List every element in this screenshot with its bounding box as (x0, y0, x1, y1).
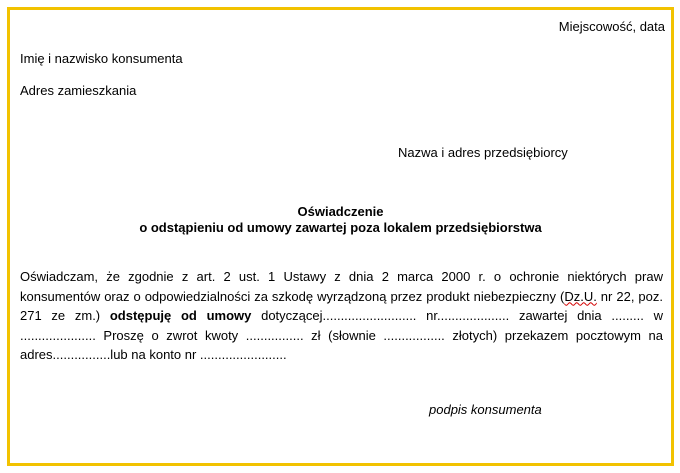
statement-text-1: Oświadczam, że zgodnie z art. 2 ust. 1 Ustawy z dnia 2 marca 2000 r. o ochronie niektórych praw konsumentów oraz o odpowiedzialności za szkodę wyrządzoną przez produkt niebezpieczny ( (20, 269, 663, 304)
place-date: Miejscowość, data (558, 19, 665, 34)
consumer-name-label: Imię i nazwisko konsumenta (20, 51, 183, 66)
signature-label: podpis konsumenta (429, 402, 542, 417)
statement-body (20, 267, 663, 365)
withdrawal-phrase: odstępuję od umowy (109, 308, 252, 323)
statement-text-2: nr 22, poz. 271 ze zm.) (20, 288, 663, 323)
document-subtitle: o odstąpieniu od umowy zawartej poza lokalem przedsiębiorstwa (139, 220, 542, 235)
statement-text-3: dotyczącej.......................... nr.................... zawartej dnia ......... w ..................... Proszę o zwrot kwoty ................ zł (słownie ................. złotych) przekazem pocztowym na adres................lub na konto nr ........................ (20, 308, 663, 362)
consumer-address-label: Adres zamieszkania (20, 83, 137, 98)
law-reference: Dz.U. (564, 288, 597, 304)
document-title: Oświadczenie (297, 204, 384, 219)
company-label: Nazwa i adres przedsiębiorcy (398, 145, 568, 160)
document-page (7, 7, 674, 466)
